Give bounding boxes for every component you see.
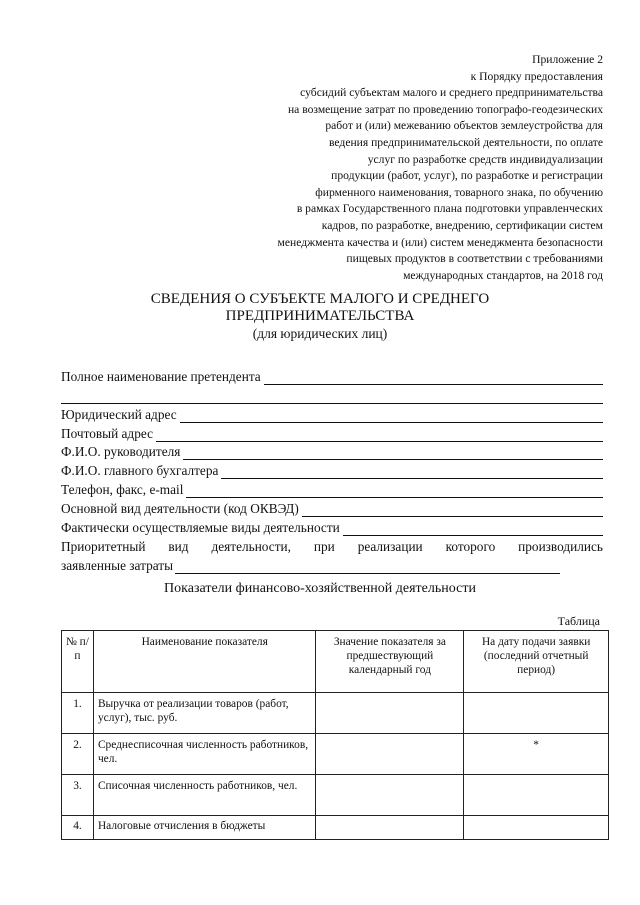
appendix-line: продукции (работ, услуг), по разработке и регистрации — [331, 169, 603, 183]
header-previous-year: Значение показателя за предшествующий календарный год — [316, 631, 464, 693]
director-label: Ф.И.О. руководителя — [61, 444, 181, 460]
form-row-main-activity — [61, 498, 603, 517]
title-subtitle: (для юридических лиц) — [252, 326, 388, 341]
form-row-director — [61, 442, 603, 461]
row-number: 1. — [62, 693, 94, 734]
row-indicator-name: Среднесписочная численность работников, чел. — [93, 734, 316, 775]
appendix-line: ведения предпринимательской деятельности, по оплате — [329, 135, 603, 149]
table-label: Таблица — [557, 614, 600, 628]
form-row-claimed-costs — [61, 555, 603, 574]
priority-word: Приоритетный — [61, 538, 146, 554]
form-row-actual-activities — [61, 517, 603, 536]
row-number: 2. — [62, 734, 94, 775]
appendix-line: на возмещение затрат по проведению топографо-геодезических — [287, 102, 603, 116]
row-number: 4. — [62, 816, 94, 840]
appendix-line: к Порядку предоставления — [470, 69, 603, 83]
applicant-form — [61, 366, 603, 574]
row-previous-year-value[interactable] — [316, 816, 464, 840]
full-name-label: Полное наименование претендента — [61, 368, 261, 384]
row-current-value[interactable] — [464, 816, 609, 840]
claimed-costs-field[interactable] — [175, 561, 560, 574]
row-previous-year-value[interactable] — [316, 734, 464, 775]
form-row-full-name — [61, 366, 603, 385]
priority-word: которого — [445, 538, 496, 554]
appendix-line: фирменного наименования, товарного знака, по обучению — [315, 185, 603, 199]
appendix-line: международных стандартов, на 2018 год — [403, 268, 603, 282]
priority-word: при — [313, 538, 335, 554]
appendix-line: работ и (или) межеванию объектов землеустройства для — [325, 119, 603, 133]
chief-accountant-field[interactable] — [221, 466, 603, 479]
appendix-line: услуг по разработке средств индивидуализации — [367, 152, 603, 166]
form-row-priority-activity — [61, 536, 603, 555]
appendix-header — [183, 52, 603, 284]
contacts-label: Телефон, факс, e-mail — [61, 482, 184, 498]
appendix-line: кадров, по разработке, внедрению, сертификации систем — [321, 218, 603, 232]
full-name-field-continued[interactable] — [61, 391, 603, 404]
main-activity-field[interactable] — [302, 504, 603, 517]
legal-address-label: Юридический адрес — [61, 406, 177, 422]
chief-accountant-label: Ф.И.О. главного бухгалтера — [61, 463, 219, 479]
indicators-table — [61, 630, 609, 840]
header-application-date: На дату подачи заявки (последний отчетный период) — [464, 631, 609, 693]
row-previous-year-value[interactable] — [316, 775, 464, 816]
claimed-costs-label: заявленные затраты — [61, 557, 174, 573]
row-indicator-name: Списочная численность работников, чел. — [93, 775, 316, 816]
appendix-line: Приложение 2 — [532, 53, 603, 66]
form-row-contacts — [61, 479, 603, 498]
priority-word: реализации — [357, 538, 423, 554]
header-number: № п/п — [62, 631, 94, 693]
form-row-legal-address — [61, 404, 603, 423]
contacts-field[interactable] — [186, 485, 603, 498]
title-line-2: ПРЕДПРИНИМАТЕЛЬСТВА — [225, 308, 415, 324]
full-name-field[interactable] — [264, 372, 603, 385]
postal-address-field[interactable] — [156, 429, 603, 442]
appendix-line: менеджмента качества и (или) систем менеджмента безопасности — [277, 235, 603, 249]
table-row — [62, 816, 609, 840]
priority-word: деятельности, — [211, 538, 291, 554]
priority-word: производились — [518, 538, 603, 554]
actual-activities-label: Фактически осуществляемые виды деятельности — [61, 520, 340, 536]
table-row — [62, 693, 609, 734]
appendix-line: в рамках Государственного плана подготовки управленческих — [296, 202, 603, 216]
row-current-value[interactable] — [464, 693, 609, 734]
row-indicator-name: Выручка от реализации товаров (работ, услуг), тыс. руб. — [93, 693, 316, 734]
appendix-line: пищевых продуктов в соответствии с требованиями — [346, 252, 603, 266]
title-line-1: СВЕДЕНИЯ О СУБЪЕКТЕ МАЛОГО И СРЕДНЕГО — [150, 291, 490, 307]
section-title: Показатели финансово-хозяйственной деятельности — [164, 581, 476, 596]
table-row — [62, 775, 609, 816]
row-current-value[interactable]: * — [464, 734, 609, 775]
row-previous-year-value[interactable] — [316, 693, 464, 734]
legal-address-field[interactable] — [180, 410, 603, 423]
form-row-full-name-cont — [61, 385, 603, 404]
table-row — [62, 734, 609, 775]
director-field[interactable] — [183, 447, 603, 460]
document-title — [0, 291, 640, 342]
main-activity-label: Основной вид деятельности (код ОКВЭД) — [61, 501, 299, 517]
form-row-chief-accountant — [61, 460, 603, 479]
header-indicator-name: Наименование показателя — [93, 631, 316, 693]
form-row-postal-address — [61, 423, 603, 442]
row-indicator-name: Налоговые отчисления в бюджеты — [93, 816, 316, 840]
postal-address-label: Почтовый адрес — [61, 425, 153, 441]
row-number: 3. — [62, 775, 94, 816]
priority-word: вид — [168, 538, 189, 554]
row-current-value[interactable] — [464, 775, 609, 816]
appendix-line: субсидий субъектам малого и среднего предпринимательства — [300, 86, 603, 100]
actual-activities-field[interactable] — [343, 523, 603, 536]
table-header-row — [62, 631, 609, 693]
